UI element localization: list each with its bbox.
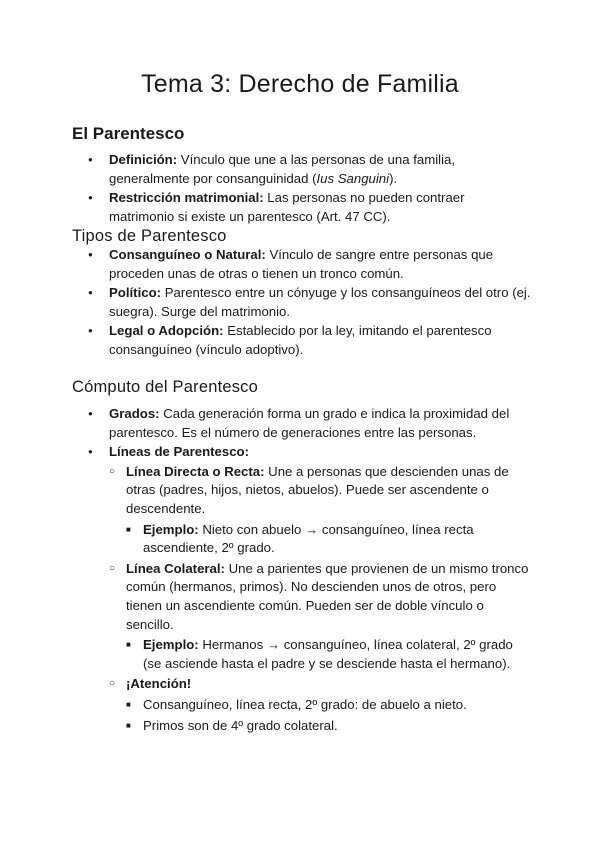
list-item-legal: [88, 322, 533, 359]
item-label: Líneas de Parentesco:: [109, 444, 249, 460]
section-heading-parentesco: El Parentesco: [72, 124, 185, 143]
section-heading-tipos: Tipos de Parentesco: [72, 227, 227, 245]
atencion-item: ■ Consanguíneo, línea recta, 2º grado: de abuelo a nieto.: [126, 696, 533, 715]
example-item: [126, 636, 533, 673]
lineas-sublist: [109, 463, 533, 735]
list-item-consanguineo: [88, 246, 533, 283]
sublist-item-linea-directa: [109, 463, 533, 558]
item-text: Parentesco entre un cónyuge y los consanguíneos del otro (ej. suegra). Surge del matrimonio.: [109, 285, 531, 319]
item-label: ¡Atención!: [126, 676, 192, 692]
item-text: Cada generación forma un grado e indica la proximidad del parentesco. Es el número de generaciones entre las personas.: [109, 406, 510, 440]
item-label: Línea Directa o Recta:: [126, 463, 265, 479]
directa-example-list: [126, 521, 533, 558]
item-text: Nieto con abuelo → consanguíneo, línea recta ascendiente, 2º grado.: [143, 521, 474, 556]
computo-list: [88, 405, 533, 737]
sublist-item-atencion: [109, 675, 533, 735]
item-label: Consanguíneo o Natural:: [109, 247, 266, 262]
list-item-politico: [88, 284, 533, 321]
section-heading-computo: Cómputo del Parentesco: [72, 378, 259, 396]
list-item-lineas: [88, 443, 533, 735]
item-text: Vínculo que une a las personas de una familia, generalmente por consanguinidad (: [109, 152, 455, 186]
item-label: Político:: [109, 285, 162, 301]
list-item-grados: [88, 405, 533, 442]
colateral-example-list: [126, 636, 533, 673]
list-item-definicion: [88, 151, 533, 188]
item-label: Línea Colateral:: [126, 560, 225, 576]
item-label: Ejemplo:: [143, 637, 199, 653]
item-text: Vínculo de sangre entre personas que proceden unas de otras o tienen un tronco común.: [109, 247, 494, 281]
sublist-item-linea-colateral: [109, 560, 533, 674]
atencion-list: [126, 696, 533, 735]
item-text: Hermanos → consanguíneo, línea colateral, 2º grado (se asciende hasta el padre y se desciende hasta el hermano).: [143, 637, 513, 671]
item-text: Establecido por la ley, imitando el parentesco consanguíneo (vínculo adoptivo).: [109, 323, 492, 357]
item-label: Restricción matrimonial:: [109, 190, 264, 206]
item-text: Une a parientes que provienen de un mismo tronco común (hermanos, primos). No descienden unos de otros, pero tienen un ascendiente común. Pueden ser de doble vínculo o sencillo.: [126, 560, 529, 632]
item-text-end: ).: [389, 170, 398, 186]
item-text: Une a personas que descienden unas de otras (padres, hijos, nietos, abuelos). Puede ser ascendente o descendente.: [126, 463, 509, 516]
example-item: [126, 521, 533, 558]
parentesco-list: [88, 151, 533, 227]
list-item-restriccion: [88, 189, 533, 226]
item-label: Definición:: [109, 152, 178, 167]
item-label: Legal o Adopción:: [109, 323, 224, 339]
tipos-list: [88, 246, 533, 361]
item-label: Ejemplo:: [143, 521, 199, 537]
item-italic-term: Ius Sanguini: [316, 170, 390, 186]
atencion-item: ■ Primos son de 4º grado colateral.: [126, 717, 533, 736]
page-title: Tema 3: Derecho de Familia: [141, 70, 459, 98]
item-text: Las personas no pueden contraer matrimonio si existe un parentesco (Art. 47 CC).: [109, 190, 465, 224]
item-label: Grados:: [109, 406, 160, 421]
